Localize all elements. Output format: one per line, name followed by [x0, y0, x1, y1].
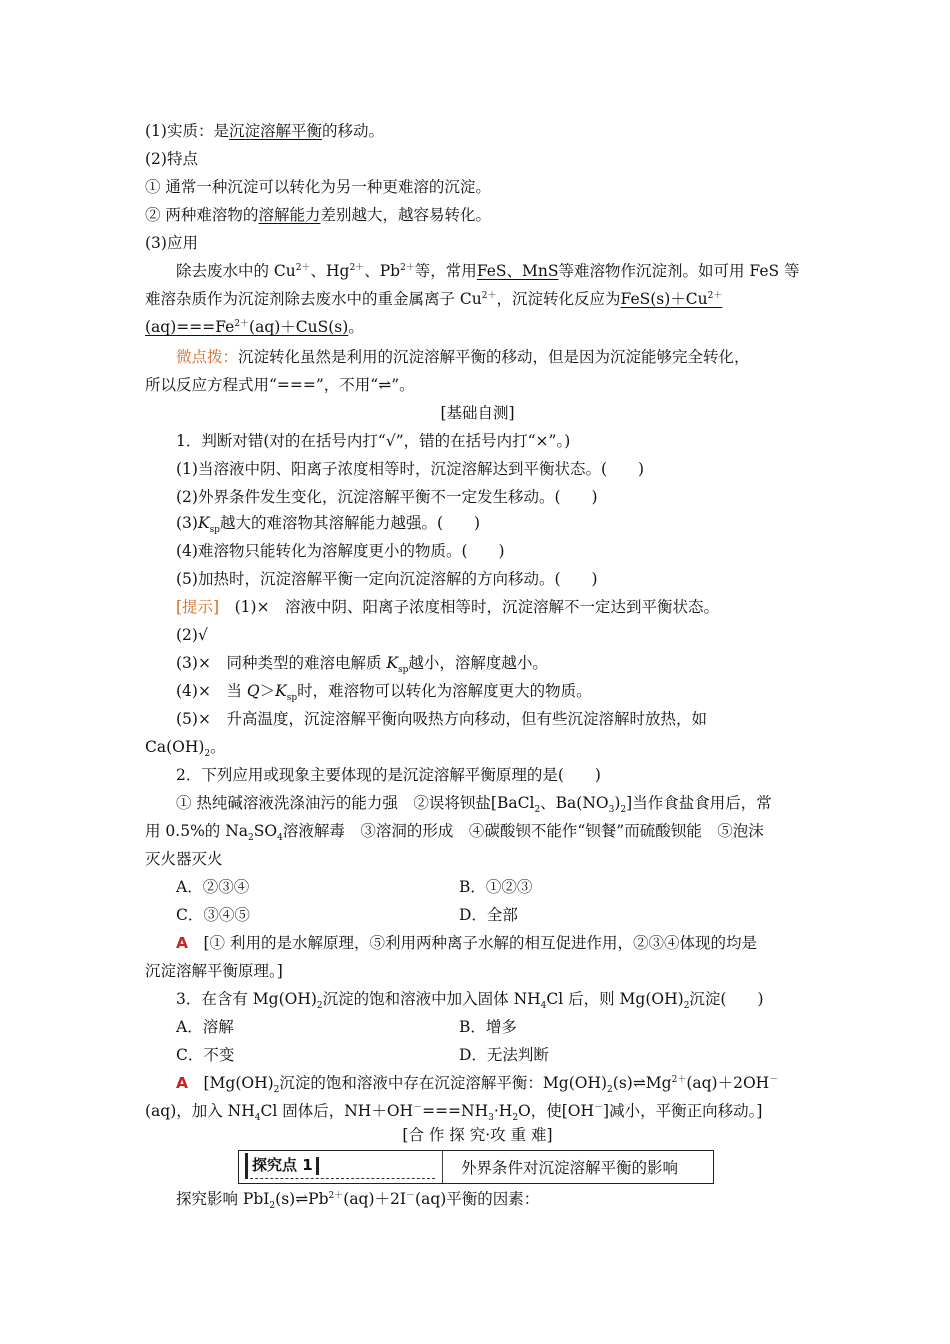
- blank-answer: [621, 290, 723, 308]
- topic-title: 外界条件对沉淀溶解平衡的影响: [461, 1159, 679, 1177]
- text: 沉淀的饱和溶液中存在沉淀溶解平衡：Mg(OH): [279, 1074, 608, 1092]
- topic-box: [238, 1150, 714, 1184]
- text: 等，常用: [414, 262, 477, 280]
- question-1: 1．判断对错(对的在括号内打“√”，错的在括号内打“×”。): [176, 432, 571, 450]
- hint-line-1: [176, 596, 841, 618]
- subscript: 4: [277, 833, 283, 844]
- question-1-item-5: (5)加热时，沉淀溶解平衡一定向沉淀溶解的方向移动。( ): [176, 570, 598, 588]
- tip-label: 微点拨：: [176, 348, 239, 366]
- text: O，使[OH: [518, 1102, 595, 1120]
- answer-letter: A: [176, 934, 188, 952]
- text: 除去废水中的 Cu: [176, 262, 296, 280]
- subscript: sp: [286, 693, 298, 704]
- text: 差别越大，越容易转化。: [320, 206, 491, 224]
- superscript: 2＋: [295, 262, 311, 273]
- subscript: 2: [316, 1001, 323, 1012]
- hint-line-3: [176, 652, 841, 674]
- text: (s)⇌Pb: [275, 1190, 329, 1208]
- text: 的移动。: [321, 122, 384, 140]
- answer-letter: A: [176, 1074, 188, 1092]
- subscript: 2: [248, 833, 254, 844]
- text: 难溶杂质作为沉淀剂除去废水中的重金属离子 Cu: [145, 290, 482, 308]
- text: 越大的难溶物其溶解能力越强。( ): [219, 514, 481, 532]
- subscript: 2: [204, 749, 211, 760]
- application-line-2: [145, 288, 810, 310]
- question-2: 2．下列应用或现象主要体现的是沉淀溶解平衡原理的是( ): [176, 766, 601, 784]
- option-d: D．无法判断: [459, 1046, 549, 1064]
- superscript: －: [769, 1074, 779, 1085]
- option-c: C．③④⑤: [176, 906, 250, 924]
- question-2-line-1: [176, 792, 841, 814]
- text: Cl 后，则 Mg(OH): [546, 990, 684, 1008]
- blank-answer: 溶解能力: [258, 206, 321, 224]
- text: 等难溶物作沉淀剂。如可用 FeS 等: [558, 262, 800, 280]
- superscript: 2＋: [234, 318, 250, 329]
- text: 。: [348, 318, 364, 336]
- text: (s)⇌Mg: [612, 1074, 672, 1092]
- hint-line-5: (5)× 升高温度，沉淀溶解平衡向吸热方向移动，但有些沉淀溶解时放热，如: [176, 710, 707, 728]
- text: (aq)平衡的因素：: [415, 1190, 540, 1208]
- text: SO: [253, 822, 278, 840]
- text: K: [275, 682, 287, 700]
- explore-intro: [176, 1188, 841, 1210]
- point-2: (2)特点: [145, 150, 198, 168]
- hint-label: [提示]: [176, 598, 220, 616]
- superscript: 2＋: [671, 1074, 687, 1085]
- text: 、Ba(NO: [540, 794, 609, 812]
- text: ，沉淀转化反应为: [496, 290, 621, 308]
- question-3: [176, 988, 841, 1010]
- option-a: A．②③④: [176, 878, 250, 896]
- text: 用 0.5%的 Na: [145, 822, 249, 840]
- text: ): [614, 794, 621, 812]
- subscript: 2: [269, 1201, 276, 1212]
- hint-line-4: [176, 680, 841, 702]
- answer-3-line-2: [145, 1100, 810, 1122]
- hint-line-6: [145, 736, 810, 758]
- text: (aq)===Fe: [145, 318, 235, 336]
- divider: [442, 1151, 443, 1183]
- subscript: 2: [620, 805, 627, 816]
- text: 越小，溶解度越小。: [408, 654, 548, 672]
- text: 探究点 1: [252, 1156, 313, 1174]
- superscript: 2＋: [707, 290, 723, 301]
- superscript: 2＋: [328, 1190, 344, 1201]
- superscript: －: [413, 1102, 423, 1113]
- point-1: [145, 120, 810, 142]
- subscript: 4: [254, 1113, 261, 1124]
- answer-2-line-2: 沉淀溶解平衡原理。]: [145, 962, 283, 980]
- text: 沉淀的饱和溶液中加入固体 NH: [322, 990, 541, 1008]
- text: Cl 固体后，NH＋OH: [260, 1102, 414, 1120]
- option-b: B．增多: [459, 1018, 517, 1036]
- text: 溶液解毒 ③溶洞的形成 ④碳酸钡不能作“钡餐”而硫酸钡能 ⑤泡沫: [282, 822, 764, 840]
- text: 沉淀转化虽然是利用的沉淀溶解平衡的移动，但是因为沉淀能够完全转化，: [238, 348, 750, 366]
- point-3: (3)应用: [145, 234, 198, 252]
- hint-line-2: (2)√: [176, 626, 208, 644]
- text: [① 利用的是水解原理，⑤利用两种离子水解的相互促进作用，②③④体现的均是: [188, 934, 757, 952]
- text: (1)× 溶液中阴、阳离子浓度相等时，沉淀溶解不一定达到平衡状态。: [219, 598, 720, 616]
- subscript: sp: [397, 665, 409, 676]
- text: Ca(OH): [145, 738, 205, 756]
- subscript: 3: [608, 805, 615, 816]
- text: ]当作食盐食用后，常: [626, 794, 772, 812]
- text: 、Hg: [310, 262, 350, 280]
- text: (3): [176, 514, 198, 532]
- subscript: 2: [683, 1001, 690, 1012]
- text: 。: [210, 738, 226, 756]
- text: Q: [246, 682, 260, 700]
- question-1-item-1: (1)当溶液中阴、阳离子浓度相等时，沉淀溶解达到平衡状态。( ): [176, 460, 645, 478]
- text: ① 热纯碱溶液洗涤油污的能力强 ②误将钡盐[BaCl: [176, 794, 535, 812]
- text: (1)实质：是: [145, 122, 229, 140]
- application-line-3: [145, 316, 810, 338]
- text: (aq)＋CuS(s): [249, 318, 349, 336]
- subscript: sp: [209, 525, 220, 536]
- question-2-line-3: 灭火器灭火: [145, 850, 223, 868]
- question-1-item-3: [176, 512, 841, 534]
- text: 沉淀( ): [689, 990, 764, 1008]
- question-1-item-4: (4)难溶物只能转化为溶解度更小的物质。( ): [176, 542, 505, 560]
- point-2-2: [145, 204, 810, 226]
- text: (3)× 同种类型的难溶电解质: [176, 654, 387, 672]
- subscript: 2: [534, 805, 541, 816]
- subscript: 4: [540, 1001, 547, 1012]
- text: 时，难溶物可以转化为溶解度更大的物质。: [297, 682, 592, 700]
- text: (aq)，加入 NH: [145, 1102, 255, 1120]
- point-2-1: ① 通常一种沉淀可以转化为另一种更难溶的沉淀。: [145, 178, 491, 196]
- question-2-line-2: [145, 820, 810, 842]
- topic-label: [245, 1153, 435, 1179]
- option-d: D．全部: [459, 906, 518, 924]
- text: ② 两种难溶物的: [145, 206, 259, 224]
- superscript: －: [594, 1102, 604, 1113]
- text: 探究影响 PbI: [176, 1190, 270, 1208]
- answer-3-line-1: [176, 1072, 841, 1094]
- section-heading: [合 作 探 究·攻 重 难]: [402, 1126, 553, 1144]
- subscript: 2: [273, 1085, 280, 1096]
- text: ·H: [493, 1102, 513, 1120]
- text: (4)× 当: [176, 682, 247, 700]
- text: K: [197, 514, 210, 532]
- subscript: 2: [607, 1085, 613, 1096]
- question-1-item-2: (2)外界条件发生变化，沉淀溶解平衡不一定发生移动。( ): [176, 488, 598, 506]
- text: FeS(s)＋Cu: [620, 290, 708, 308]
- label-bar: [316, 1157, 319, 1175]
- text: [Mg(OH): [188, 1074, 274, 1092]
- text: ]减小，平衡正向移动。]: [603, 1102, 763, 1120]
- text: 3．在含有 Mg(OH): [176, 990, 317, 1008]
- tip-line-2: 所以反应方程式用“===”，不用“⇌”。: [145, 376, 415, 394]
- application-line-1: [176, 260, 841, 282]
- option-c: C．不变: [176, 1046, 235, 1064]
- text: 、Pb: [364, 262, 401, 280]
- answer-2-line-1: [176, 932, 841, 954]
- subscript: 2: [512, 1113, 519, 1124]
- superscript: －: [406, 1190, 416, 1201]
- superscript: 2＋: [400, 262, 415, 273]
- blank-answer: FeS、MnS: [476, 262, 559, 280]
- section-heading: [基础自测]: [440, 404, 515, 422]
- option-a: A．溶解: [176, 1018, 234, 1036]
- text: ===NH: [422, 1102, 489, 1120]
- option-b: B．①②③: [459, 878, 533, 896]
- text: K: [386, 654, 398, 672]
- superscript: 2＋: [481, 290, 497, 301]
- text: (aq)＋2OH: [686, 1074, 770, 1092]
- tip-line-1: [176, 346, 841, 368]
- blank-answer: 沉淀溶解平衡: [228, 122, 322, 140]
- blank-answer: [145, 318, 348, 336]
- superscript: 2＋: [349, 262, 365, 273]
- text: ＞: [259, 682, 276, 700]
- text: (aq)＋2I: [343, 1190, 407, 1208]
- subscript: 3: [488, 1113, 494, 1124]
